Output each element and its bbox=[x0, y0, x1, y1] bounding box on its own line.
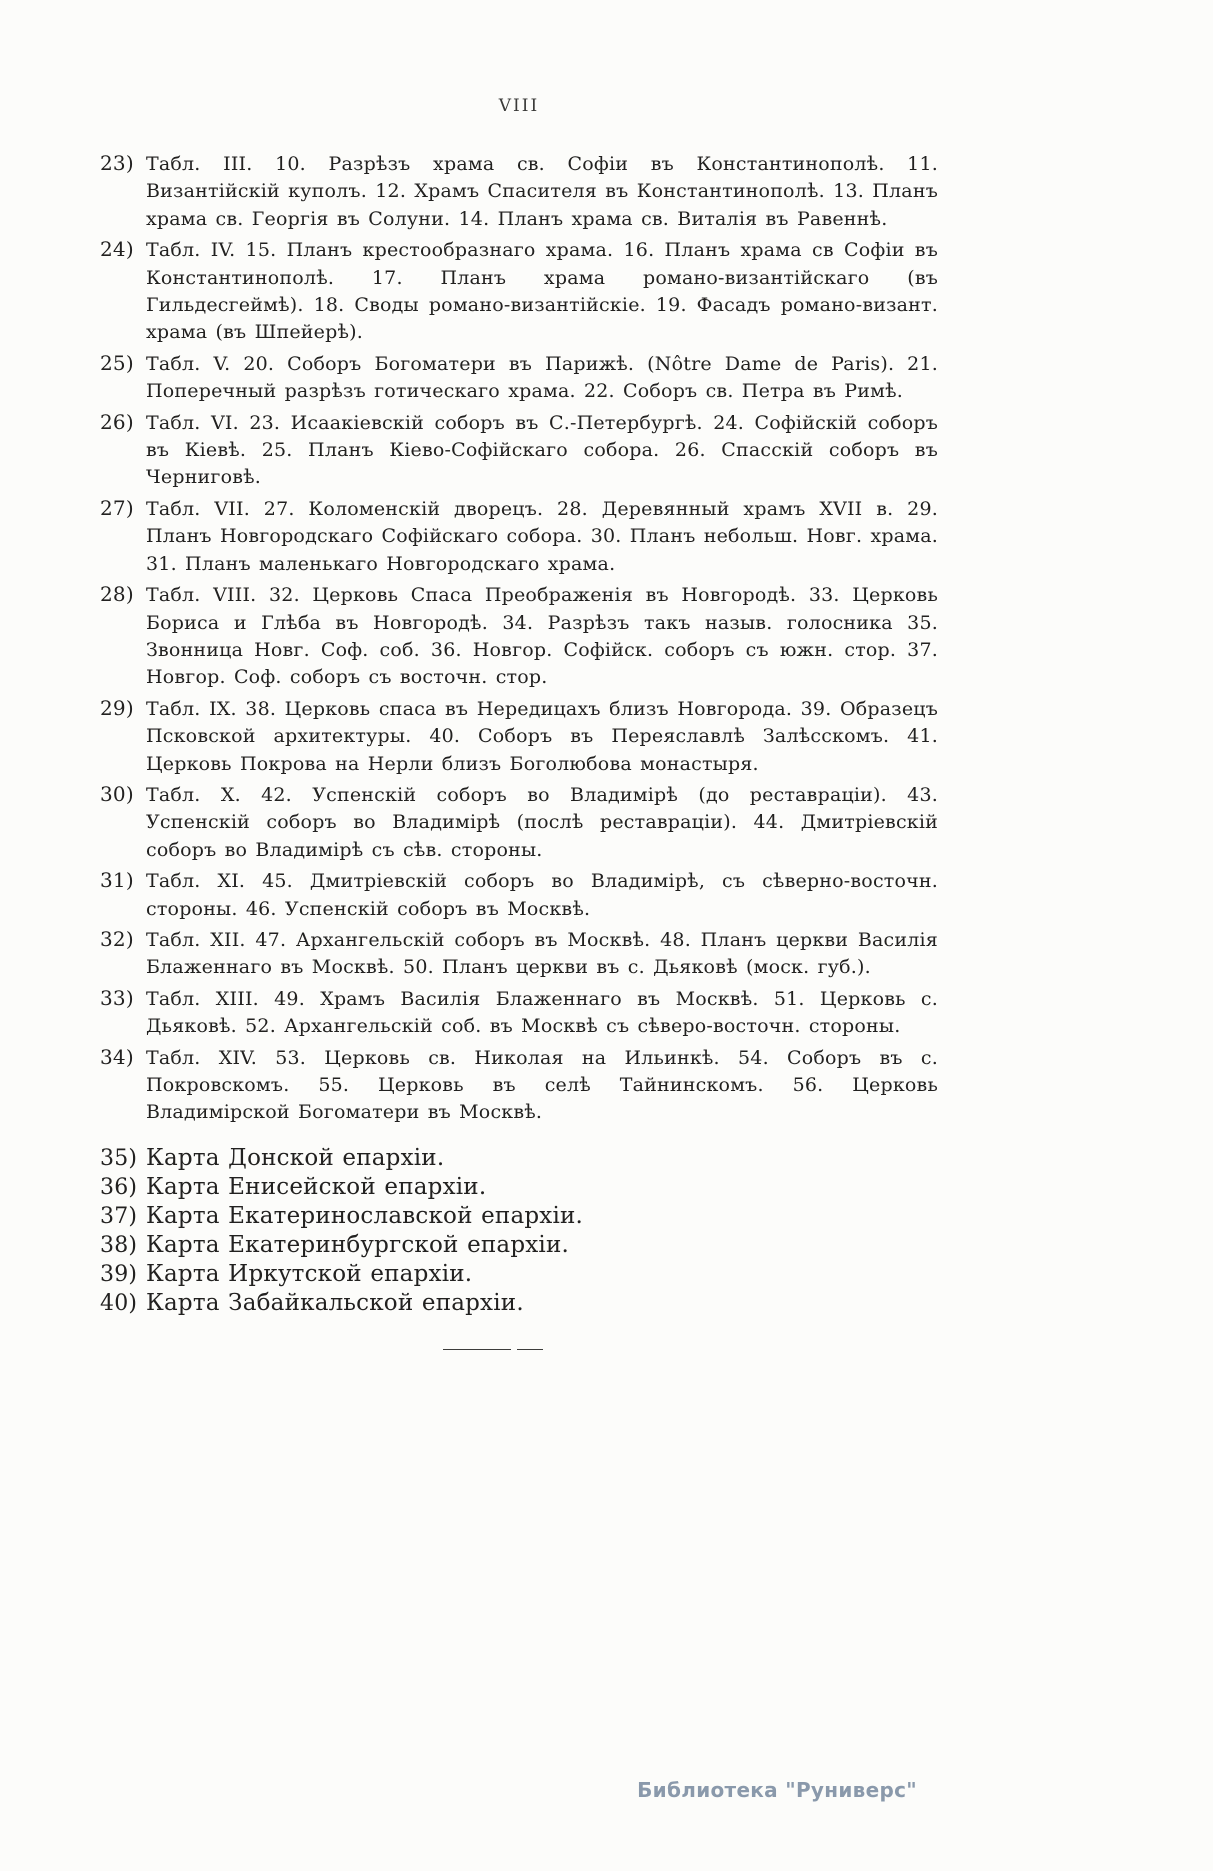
entry-text: Карта Енисейской епархіи. bbox=[146, 1173, 487, 1200]
list-item bbox=[100, 1231, 938, 1260]
entry-number: 26) bbox=[100, 409, 134, 434]
divider-dash bbox=[517, 1349, 543, 1350]
entry-text: Табл. III. 10. Разрѣзъ храма св. Софіи въ Константинополѣ. 11. Византійскій куполъ. 12. Храмъ Спасителя въ Константинополѣ. 13. Планъ храма св. Георгія въ Солуни. 14. Планъ храма св. Виталія въ Равеннѣ. bbox=[146, 153, 938, 230]
entry-text: Табл. XI. 45. Дмитріевскій соборъ во Владимірѣ, съ сѣверно-восточн. стороны. 46. Успенскій соборъ въ Москвѣ. bbox=[146, 870, 938, 920]
list-item bbox=[100, 781, 938, 864]
entry-number: 25) bbox=[100, 350, 134, 375]
entry-number: 36) bbox=[100, 1174, 138, 1200]
entry-text: Карта Донской епархіи. bbox=[146, 1144, 445, 1171]
entry-text: Табл. VII. 27. Коломенскій дворецъ. 28. Деревянный храмъ XVII в. 29. Планъ Новгородскаго Софійскаго собора. 30. Планъ небольш. Новг. храма. 31. Планъ маленькаго Новгородскаго храма. bbox=[146, 497, 938, 575]
entry-text: Табл. VI. 23. Исаакіевскій соборъ въ С.-Петербургѣ. 24. Софійскій соборъ въ Кіевѣ. 25. Планъ Кіево-Софійскаго собора. 26. Спасскій соборъ въ Черниговѣ. bbox=[146, 411, 938, 489]
list-item bbox=[100, 236, 938, 347]
entry-number: 34) bbox=[100, 1044, 134, 1069]
entry-text: Карта Екатеринбургской епархіи. bbox=[146, 1231, 570, 1258]
entry-number: 24) bbox=[100, 237, 134, 262]
entry-text: Табл. XIV. 53. Церковь св. Николая на Ильинкѣ. 54. Соборъ въ с. Покровскомъ. 55. Церковь въ селѣ Тайнинскомъ. 56. Церковь Владимірской Богоматери въ Москвѣ. bbox=[146, 1046, 938, 1124]
list-item bbox=[100, 1173, 938, 1202]
entry-text: Карта Екатеринославской епархіи. bbox=[146, 1202, 584, 1229]
entry-number: 40) bbox=[100, 1290, 138, 1316]
entry-number: 33) bbox=[100, 985, 134, 1010]
list-item bbox=[100, 985, 938, 1041]
entry-number: 23) bbox=[100, 151, 134, 175]
entry-number: 31) bbox=[100, 868, 134, 893]
entry-number: 32) bbox=[100, 926, 134, 951]
entry-number: 30) bbox=[100, 781, 134, 806]
entry-number: 35) bbox=[100, 1145, 138, 1171]
list-item bbox=[100, 1260, 938, 1289]
entry-text: Табл. XII. 47. Архангельскій соборъ въ Москвѣ. 48. Планъ церкви Василія Блаженнаго въ Москвѣ. 50. Планъ церкви въ с. Дьяковѣ (моск. губ.). bbox=[146, 928, 938, 979]
entry-text: Карта Забайкальской епархіи. bbox=[146, 1289, 524, 1316]
list-item bbox=[100, 1144, 938, 1173]
plate-list bbox=[100, 150, 938, 1318]
list-item bbox=[100, 695, 938, 778]
list-item bbox=[100, 1044, 938, 1127]
section-divider bbox=[443, 1349, 547, 1351]
entry-number: 38) bbox=[100, 1232, 138, 1258]
list-item bbox=[100, 926, 938, 982]
list-item bbox=[100, 1289, 938, 1318]
divider-line bbox=[443, 1349, 511, 1350]
page-number: VIII bbox=[498, 96, 540, 116]
entry-text: Табл. VIII. 32. Церковь Спаса Преображенія въ Новгородѣ. 33. Церковь Бориса и Глѣба въ Новгородѣ. 34. Разрѣзъ такъ назыв. голосника 35. Звонница Новг. Соф. соб. 36. Новгор. Софійск. соборъ съ южн. стор. 37. Новгор. Соф. соборъ съ восточн. стор. bbox=[146, 584, 938, 689]
list-item bbox=[100, 581, 938, 692]
entry-text: Табл. X. 42. Успенскій соборъ во Владимірѣ (до реставраціи). 43. Успенскій соборъ во Владимірѣ (послѣ реставраціи). 44. Дмитріевскій соборъ во Владимірѣ съ сѣв. стороны. bbox=[146, 783, 938, 861]
list-item bbox=[100, 150, 938, 233]
spacer bbox=[100, 1130, 938, 1144]
entry-text: Табл. XIII. 49. Храмъ Василія Блаженнаго въ Москвѣ. 51. Церковь с. Дьяковѣ. 52. Архангельскій соб. въ Москвѣ съ сѣверо-восточн. стороны. bbox=[146, 987, 938, 1038]
entry-number: 37) bbox=[100, 1203, 138, 1229]
entry-number: 27) bbox=[100, 495, 134, 520]
entry-number: 29) bbox=[100, 695, 134, 720]
entry-text: Табл. V. 20. Соборъ Богоматери въ Парижѣ. (Nôtre Dame de Paris). 21. Поперечный разрѣзъ готическаго храма. 22. Соборъ св. Петра въ Римѣ. bbox=[146, 352, 938, 403]
list-item bbox=[100, 1202, 938, 1231]
entry-text: Табл. IV. 15. Планъ крестообразнаго храма. 16. Планъ храма св Софіи въ Константинополѣ. 17. Планъ храма романо-византійскаго (въ Гильдесгеймѣ). 18. Своды романо-византійскіе. 19. Фасадъ романо-визант. храма (въ Шпейерѣ). bbox=[146, 239, 938, 344]
list-item bbox=[100, 350, 938, 406]
entry-number: 28) bbox=[100, 582, 134, 607]
entry-text: Карта Иркутской епархіи. bbox=[146, 1260, 473, 1287]
list-item bbox=[100, 495, 938, 578]
list-item bbox=[100, 409, 938, 492]
library-watermark: Библиотека "Руниверс" bbox=[637, 1778, 917, 1802]
entry-text: Табл. IX. 38. Церковь спаса въ Нередицахъ близъ Новгорода. 39. Образецъ Псковской архитектуры. 40. Соборъ въ Переяславлѣ Залѣсскомъ. 41. Церковь Покрова на Нерли близъ Боголюбова монастыря. bbox=[146, 697, 938, 775]
entry-number: 39) bbox=[100, 1261, 138, 1287]
list-item bbox=[100, 867, 938, 923]
